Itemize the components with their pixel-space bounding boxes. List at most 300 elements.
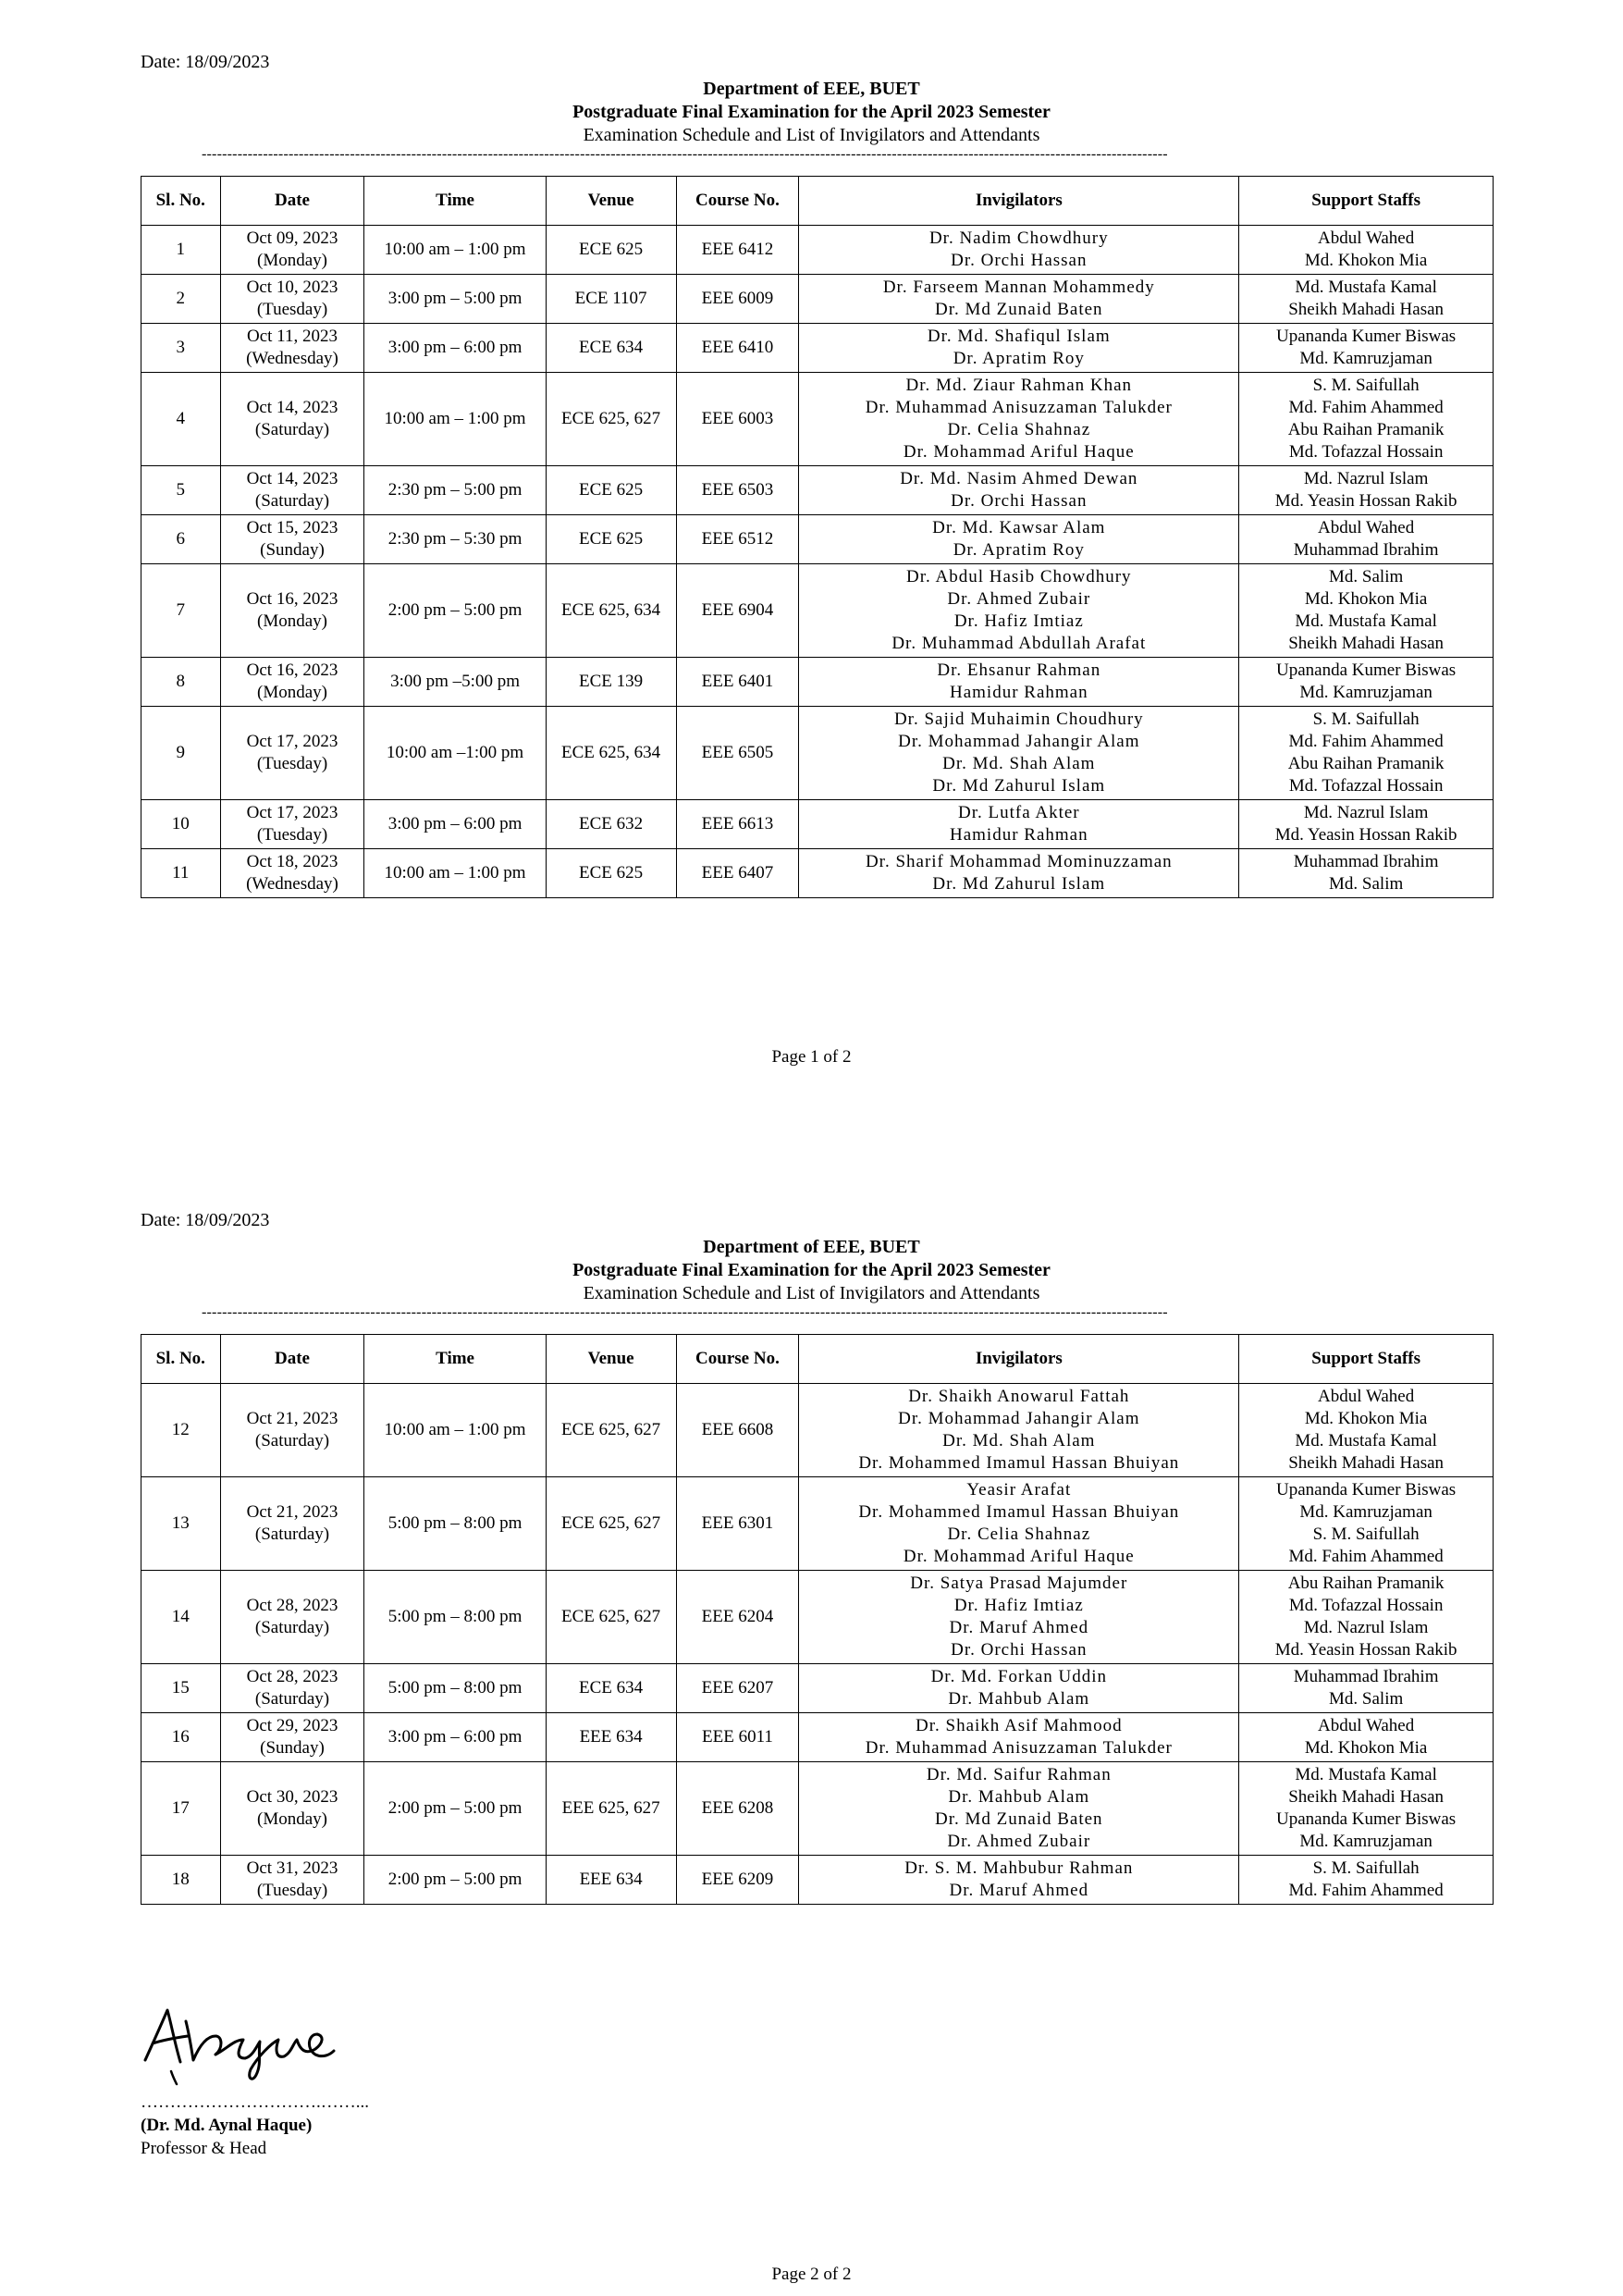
cell-support-staffs (1239, 466, 1494, 515)
cell-invigilators-line: Dr. Mohammad Ariful Haque (903, 1547, 1135, 1566)
cell-invigilators-line: Dr. Ehsanur Rahman (937, 660, 1101, 680)
cell-sl-no: 15 (141, 1664, 221, 1713)
col-header-sl: Sl. No. (141, 1335, 221, 1384)
schedule-subtitle: Examination Schedule and List of Invigilators and Attendants (583, 1283, 1040, 1303)
cell-date (220, 1571, 364, 1664)
cell-time: 10:00 am –1:00 pm (364, 707, 546, 800)
cell-support-staffs-line: Md. Khokon Mia (1304, 589, 1428, 609)
cell-invigilators (799, 226, 1239, 275)
cell-course-no: EEE 6904 (676, 564, 799, 658)
cell-date (220, 466, 364, 515)
cell-invigilators-line: Dr. Muhammad Anisuzzaman Talukder (865, 1738, 1173, 1758)
cell-date-line: Oct 09, 2023 (246, 228, 338, 248)
cell-support-staffs-line: Md. Nazrul Islam (1303, 803, 1429, 822)
cell-course-no: EEE 6209 (676, 1856, 799, 1905)
cell-date-line: (Saturday) (254, 420, 330, 439)
cell-invigilators-line: Dr. Lutfa Akter (958, 803, 1080, 822)
cell-sl-no: 9 (141, 707, 221, 800)
cell-invigilators-line: Dr. Nadim Chowdhury (928, 228, 1109, 248)
cell-date-line: Oct 16, 2023 (246, 660, 338, 680)
cell-invigilators-line: Dr. Hafiz Imtiaz (953, 1596, 1084, 1615)
cell-time: 5:00 pm – 8:00 pm (364, 1664, 546, 1713)
cell-time: 2:30 pm – 5:00 pm (364, 466, 546, 515)
cell-invigilators (799, 1762, 1239, 1856)
cell-support-staffs-line: Muhammad Ibrahim (1293, 540, 1439, 560)
cell-support-staffs-line: Md. Tofazzal Hossain (1288, 776, 1444, 796)
cell-invigilators-line: Dr. Orchi Hassan (951, 1640, 1088, 1660)
cell-time: 2:00 pm – 5:00 pm (364, 1856, 546, 1905)
cell-venue: ECE 625 (546, 226, 676, 275)
page-number: Page 1 of 2 (771, 1047, 852, 1067)
cell-sl-no: 11 (141, 849, 221, 898)
cell-support-staffs-line: Md. Mustafa Kamal (1295, 278, 1437, 297)
cell-support-staffs (1239, 564, 1494, 658)
cell-support-staffs-line: Md. Salim (1329, 874, 1404, 894)
cell-support-staffs-line: Sheikh Mahadi Hasan (1288, 1453, 1445, 1473)
cell-date-line: (Sunday) (260, 1738, 325, 1758)
cell-invigilators-line: Dr. Satya Prasad Majumder (910, 1574, 1128, 1593)
table-row (141, 1664, 1494, 1713)
cell-date-line: (Saturday) (254, 1689, 330, 1709)
cell-sl-no: 1 (141, 226, 221, 275)
cell-course-no: EEE 6011 (676, 1713, 799, 1762)
cell-course-no: EEE 6512 (676, 515, 799, 564)
cell-time: 10:00 am – 1:00 pm (364, 1384, 546, 1477)
cell-support-staffs-line: Sheikh Mahadi Hasan (1288, 634, 1445, 653)
cell-date-line: (Tuesday) (256, 300, 328, 319)
cell-date-line: (Monday) (257, 1809, 327, 1829)
cell-support-staffs-line: Md. Tofazzal Hossain (1288, 1596, 1444, 1615)
signatory-name: (Dr. Md. Aynal Haque) (141, 2116, 313, 2135)
cell-support-staffs (1239, 849, 1494, 898)
cell-invigilators-line: Dr. Apratim Roy (953, 349, 1085, 368)
cell-support-staffs-line: Md. Yeasin Hossan Rakib (1274, 825, 1457, 845)
cell-date (220, 658, 364, 707)
cell-date-line: Oct 31, 2023 (246, 1858, 338, 1878)
cell-invigilators-line: Dr. Mahbub Alam (948, 1787, 1090, 1807)
cell-invigilators-line: Dr. Mohammed Imamul Hassan Bhuiyan (858, 1502, 1180, 1522)
cell-time: 10:00 am – 1:00 pm (364, 373, 546, 466)
cell-support-staffs (1239, 324, 1494, 373)
cell-venue: ECE 632 (546, 800, 676, 849)
cell-support-staffs-line: Md. Kamruzjaman (1299, 1502, 1432, 1522)
cell-invigilators-line: Yeasir Arafat (966, 1480, 1072, 1500)
cell-sl-no: 12 (141, 1384, 221, 1477)
cell-course-no: EEE 6412 (676, 226, 799, 275)
cell-date-line: Oct 21, 2023 (246, 1409, 338, 1428)
cell-time: 10:00 am – 1:00 pm (364, 849, 546, 898)
cell-date-line: Oct 17, 2023 (246, 803, 338, 822)
cell-venue: EEE 634 (546, 1713, 676, 1762)
cell-support-staffs-line: Md. Mustafa Kamal (1295, 1765, 1437, 1784)
cell-course-no: EEE 6410 (676, 324, 799, 373)
cell-invigilators (799, 1664, 1239, 1713)
cell-sl-no: 6 (141, 515, 221, 564)
cell-support-staffs (1239, 658, 1494, 707)
cell-course-no: EEE 6401 (676, 658, 799, 707)
cell-venue: ECE 625, 627 (546, 1477, 676, 1571)
cell-invigilators-line: Dr. Mohammad Jahangir Alam (898, 732, 1140, 751)
cell-date (220, 324, 364, 373)
cell-support-staffs (1239, 800, 1494, 849)
cell-invigilators-line: Dr. Md. Forkan Uddin (930, 1667, 1108, 1686)
cell-support-staffs-line: Abu Raihan Pramanik (1287, 420, 1445, 439)
cell-invigilators (799, 707, 1239, 800)
col-header-support-staffs: Support Staffs (1239, 177, 1494, 226)
cell-invigilators-line: Dr. Mohammed Imamul Hassan Bhuiyan (858, 1453, 1180, 1473)
cell-date (220, 1762, 364, 1856)
cell-support-staffs-line: Md. Nazrul Islam (1303, 1618, 1429, 1637)
cell-support-staffs-line: Md. Yeasin Hossan Rakib (1274, 491, 1457, 511)
cell-invigilators-line: Dr. Md. Shah Alam (942, 754, 1096, 773)
cell-course-no: EEE 6608 (676, 1384, 799, 1477)
col-header-venue: Venue (546, 177, 676, 226)
cell-support-staffs-line: Md. Nazrul Islam (1303, 469, 1429, 488)
cell-date-line: (Wednesday) (246, 874, 338, 894)
cell-support-staffs-line: S. M. Saifullah (1312, 1524, 1420, 1544)
cell-date-line: (Tuesday) (256, 1881, 328, 1900)
cell-invigilators (799, 564, 1239, 658)
cell-support-staffs-line: Abu Raihan Pramanik (1287, 1574, 1445, 1593)
cell-time: 2:00 pm – 5:00 pm (364, 564, 546, 658)
cell-course-no: EEE 6613 (676, 800, 799, 849)
cell-support-staffs-line: Md. Salim (1329, 567, 1404, 586)
cell-date-line: (Sunday) (260, 540, 325, 560)
cell-support-staffs (1239, 1571, 1494, 1664)
cell-time: 3:00 pm – 5:00 pm (364, 275, 546, 324)
cell-course-no: EEE 6505 (676, 707, 799, 800)
cell-venue: ECE 625, 627 (546, 1571, 676, 1664)
cell-time: 3:00 pm –5:00 pm (364, 658, 546, 707)
cell-support-staffs-line: Md. Salim (1329, 1689, 1404, 1709)
schedule-subtitle: Examination Schedule and List of Invigilators and Attendants (583, 125, 1040, 145)
signatory-title: Professor & Head (141, 2139, 267, 2158)
table-row (141, 373, 1494, 466)
cell-sl-no: 8 (141, 658, 221, 707)
cell-support-staffs-line: Abdul Wahed (1318, 1387, 1415, 1406)
table-row (141, 275, 1494, 324)
cell-time: 3:00 pm – 6:00 pm (364, 1713, 546, 1762)
cell-course-no: EEE 6207 (676, 1664, 799, 1713)
cell-support-staffs (1239, 1856, 1494, 1905)
cell-invigilators-line: Hamidur Rahman (950, 683, 1088, 702)
cell-invigilators-line: Dr. Maruf Ahmed (949, 1881, 1089, 1900)
cell-date-line: (Monday) (257, 683, 327, 702)
cell-date (220, 564, 364, 658)
col-header-venue: Venue (546, 1335, 676, 1384)
cell-support-staffs-line: Md. Mustafa Kamal (1295, 1431, 1437, 1450)
table-row (141, 1856, 1494, 1905)
table-body (141, 1384, 1494, 1905)
table-row (141, 707, 1494, 800)
cell-date-line: Oct 16, 2023 (246, 589, 338, 609)
cell-support-staffs-line: Upananda Kumer Biswas (1276, 660, 1457, 680)
cell-invigilators-line: Dr. Hafiz Imtiaz (953, 611, 1084, 631)
col-header-date: Date (220, 177, 364, 226)
cell-course-no: EEE 6407 (676, 849, 799, 898)
col-header-course: Course No. (676, 177, 799, 226)
cell-invigilators (799, 1856, 1239, 1905)
cell-date-line: (Saturday) (254, 1524, 330, 1544)
cell-support-staffs (1239, 1762, 1494, 1856)
cell-date-line: Oct 30, 2023 (246, 1787, 338, 1807)
cell-invigilators (799, 1477, 1239, 1571)
cell-support-staffs-line: Sheikh Mahadi Hasan (1288, 1787, 1445, 1807)
cell-date (220, 1856, 364, 1905)
cell-invigilators-line: Dr. Md Zunaid Baten (935, 1809, 1103, 1829)
cell-support-staffs-line: Md. Tofazzal Hossain (1288, 442, 1444, 462)
cell-invigilators-line: Dr. Md. Nasim Ahmed Dewan (900, 469, 1138, 488)
cell-invigilators-line: Dr. Muhammad Abdullah Arafat (891, 634, 1147, 653)
table-row (141, 800, 1494, 849)
cell-invigilators (799, 1571, 1239, 1664)
schedule-table-page-1 (141, 176, 1494, 898)
cell-support-staffs (1239, 1713, 1494, 1762)
table-row (141, 849, 1494, 898)
document-date: Date: 18/09/2023 (141, 1210, 270, 1230)
cell-support-staffs-line: Md. Fahim Ahammed (1288, 732, 1444, 751)
cell-time: 2:00 pm – 5:00 pm (364, 1762, 546, 1856)
cell-invigilators-line: Dr. Ahmed Zubair (947, 589, 1091, 609)
cell-invigilators (799, 800, 1239, 849)
cell-invigilators-line: Dr. Mohammad Jahangir Alam (898, 1409, 1140, 1428)
cell-invigilators-line: Dr. Mohammad Ariful Haque (903, 442, 1135, 462)
cell-date-line: Oct 29, 2023 (246, 1716, 338, 1735)
cell-date-line: Oct 14, 2023 (246, 398, 338, 417)
cell-invigilators-line: Dr. Maruf Ahmed (949, 1618, 1089, 1637)
handwritten-signature (134, 2003, 338, 2091)
cell-date-line: (Wednesday) (246, 349, 338, 368)
page-1 (0, 0, 1623, 1147)
cell-date-line: Oct 18, 2023 (246, 852, 338, 871)
cell-sl-no: 3 (141, 324, 221, 373)
cell-support-staffs-line: Md. Fahim Ahammed (1288, 1547, 1444, 1566)
cell-date-line: Oct 28, 2023 (246, 1667, 338, 1686)
cell-date (220, 1664, 364, 1713)
cell-venue: ECE 625, 634 (546, 564, 676, 658)
cell-invigilators-line: Dr. Ahmed Zubair (947, 1832, 1091, 1851)
cell-support-staffs-line: Md. Yeasin Hossan Rakib (1274, 1640, 1457, 1660)
cell-time: 2:30 pm – 5:30 pm (364, 515, 546, 564)
cell-invigilators (799, 1713, 1239, 1762)
table-row (141, 658, 1494, 707)
cell-invigilators (799, 515, 1239, 564)
cell-date (220, 1477, 364, 1571)
cell-date-line: Oct 14, 2023 (246, 469, 338, 488)
cell-sl-no: 17 (141, 1762, 221, 1856)
cell-invigilators-line: Dr. Muhammad Anisuzzaman Talukder (865, 398, 1173, 417)
document-header (0, 1236, 1623, 1305)
page-number: Page 2 of 2 (771, 2265, 852, 2284)
table-body (141, 226, 1494, 898)
table-row (141, 1384, 1494, 1477)
cell-venue: ECE 634 (546, 1664, 676, 1713)
cell-support-staffs-line: S. M. Saifullah (1312, 1858, 1420, 1878)
col-header-invigilators: Invigilators (799, 177, 1239, 226)
cell-invigilators-line: Dr. Md. Shafiqul Islam (927, 327, 1111, 346)
cell-support-staffs-line: Md. Mustafa Kamal (1295, 611, 1437, 631)
table-row (141, 466, 1494, 515)
cell-date-line: (Tuesday) (256, 754, 328, 773)
exam-title: Postgraduate Final Examination for the April 2023 Semester (572, 1260, 1051, 1280)
cell-venue: ECE 625, 627 (546, 1384, 676, 1477)
cell-date-line: (Monday) (257, 251, 327, 270)
cell-support-staffs-line: Upananda Kumer Biswas (1276, 1809, 1457, 1829)
cell-support-staffs (1239, 515, 1494, 564)
col-header-course: Course No. (676, 1335, 799, 1384)
cell-invigilators-line: Dr. Md. Kawsar Alam (932, 518, 1106, 537)
schedule-table-page-2 (141, 1334, 1494, 1905)
cell-invigilators (799, 275, 1239, 324)
cell-date (220, 226, 364, 275)
cell-support-staffs-line: Muhammad Ibrahim (1293, 852, 1439, 871)
cell-support-staffs-line: Abdul Wahed (1318, 518, 1415, 537)
cell-date-line: Oct 10, 2023 (246, 278, 338, 297)
exam-title: Postgraduate Final Examination for the April 2023 Semester (572, 102, 1051, 122)
cell-invigilators-line: Dr. Sajid Muhaimin Choudhury (893, 710, 1144, 729)
cell-invigilators (799, 373, 1239, 466)
cell-invigilators-line: Dr. S. M. Mahbubur Rahman (904, 1858, 1134, 1878)
cell-date (220, 373, 364, 466)
cell-invigilators (799, 849, 1239, 898)
cell-date-line: Oct 21, 2023 (246, 1502, 338, 1522)
cell-venue: EEE 625, 627 (546, 1762, 676, 1856)
cell-invigilators-line: Dr. Sharif Mohammad Mominuzzaman (865, 852, 1173, 871)
cell-date-line: (Tuesday) (256, 825, 328, 845)
cell-support-staffs (1239, 1384, 1494, 1477)
cell-invigilators-line: Dr. Md. Ziaur Rahman Khan (905, 376, 1133, 395)
cell-date-line: Oct 28, 2023 (246, 1596, 338, 1615)
cell-invigilators-line: Dr. Orchi Hassan (951, 251, 1088, 270)
cell-date-line: (Saturday) (254, 491, 330, 511)
cell-support-staffs-line: Abdul Wahed (1318, 228, 1415, 248)
cell-support-staffs (1239, 707, 1494, 800)
cell-date-line: Oct 15, 2023 (246, 518, 338, 537)
header-divider: --------------------------------------------------------------------------------------------------------------------------------------------------------------------------------------------- (202, 1306, 1168, 1319)
cell-date (220, 275, 364, 324)
cell-venue: ECE 625 (546, 466, 676, 515)
cell-invigilators (799, 1384, 1239, 1477)
cell-date (220, 515, 364, 564)
col-header-date: Date (220, 1335, 364, 1384)
cell-venue: ECE 625, 627 (546, 373, 676, 466)
cell-support-staffs-line: Sheikh Mahadi Hasan (1288, 300, 1445, 319)
col-header-time: Time (364, 1335, 546, 1384)
cell-venue: ECE 634 (546, 324, 676, 373)
table-row (141, 1713, 1494, 1762)
table-header-row (141, 177, 1494, 226)
cell-venue: ECE 139 (546, 658, 676, 707)
cell-course-no: EEE 6503 (676, 466, 799, 515)
document-date: Date: 18/09/2023 (141, 52, 270, 72)
cell-date-line: (Monday) (257, 611, 327, 631)
cell-invigilators-line: Dr. Shaikh Asif Mahmood (916, 1716, 1123, 1735)
cell-invigilators (799, 324, 1239, 373)
cell-sl-no: 10 (141, 800, 221, 849)
cell-time: 5:00 pm – 8:00 pm (364, 1571, 546, 1664)
cell-venue: EEE 634 (546, 1856, 676, 1905)
cell-support-staffs-line: Md. Khokon Mia (1304, 1409, 1428, 1428)
cell-date-line: (Saturday) (254, 1431, 330, 1450)
cell-course-no: EEE 6003 (676, 373, 799, 466)
cell-sl-no: 18 (141, 1856, 221, 1905)
cell-date (220, 800, 364, 849)
cell-date (220, 707, 364, 800)
cell-invigilators-line: Dr. Md Zunaid Baten (935, 300, 1103, 319)
table-row (141, 515, 1494, 564)
cell-invigilators-line: Dr. Abdul Hasib Chowdhury (906, 567, 1132, 586)
table-row (141, 1762, 1494, 1856)
cell-invigilators (799, 466, 1239, 515)
cell-venue: ECE 625 (546, 515, 676, 564)
cell-support-staffs-line: Md. Kamruzjaman (1299, 683, 1432, 702)
cell-support-staffs-line: Md. Fahim Ahammed (1288, 1881, 1444, 1900)
cell-support-staffs-line: Upananda Kumer Biswas (1276, 1480, 1457, 1500)
col-header-support-staffs: Support Staffs (1239, 1335, 1494, 1384)
cell-invigilators-line: Dr. Md Zahurul Islam (932, 874, 1106, 894)
signature-line: ………………………….……... (141, 2092, 369, 2112)
cell-invigilators-line: Dr. Farseem Mannan Mohammedy (882, 278, 1155, 297)
cell-support-staffs (1239, 1664, 1494, 1713)
cell-course-no: EEE 6208 (676, 1762, 799, 1856)
table-row (141, 1571, 1494, 1664)
cell-date-line: Oct 17, 2023 (246, 732, 338, 751)
cell-support-staffs-line: S. M. Saifullah (1312, 376, 1420, 395)
table-header-row (141, 1335, 1494, 1384)
cell-date-line: (Saturday) (254, 1618, 330, 1637)
cell-support-staffs-line: Abdul Wahed (1318, 1716, 1415, 1735)
cell-invigilators (799, 658, 1239, 707)
cell-venue: ECE 625, 634 (546, 707, 676, 800)
cell-support-staffs-line: Upananda Kumer Biswas (1276, 327, 1457, 346)
cell-support-staffs-line: Md. Kamruzjaman (1299, 1832, 1432, 1851)
department-title: Department of EEE, BUET (703, 1237, 920, 1257)
cell-sl-no: 4 (141, 373, 221, 466)
cell-time: 3:00 pm – 6:00 pm (364, 324, 546, 373)
cell-date-line: Oct 11, 2023 (247, 327, 338, 346)
cell-date (220, 849, 364, 898)
cell-sl-no: 5 (141, 466, 221, 515)
cell-venue: ECE 1107 (546, 275, 676, 324)
col-header-time: Time (364, 177, 546, 226)
cell-invigilators-line: Dr. Apratim Roy (953, 540, 1085, 560)
cell-course-no: EEE 6301 (676, 1477, 799, 1571)
cell-invigilators-line: Dr. Shaikh Anowarul Fattah (908, 1387, 1130, 1406)
cell-sl-no: 14 (141, 1571, 221, 1664)
cell-invigilators-line: Dr. Md. Saifur Rahman (926, 1765, 1112, 1784)
cell-time: 3:00 pm – 6:00 pm (364, 800, 546, 849)
cell-support-staffs-line: S. M. Saifullah (1312, 710, 1420, 729)
cell-support-staffs (1239, 373, 1494, 466)
cell-sl-no: 16 (141, 1713, 221, 1762)
cell-date (220, 1384, 364, 1477)
cell-invigilators-line: Dr. Md. Shah Alam (942, 1431, 1096, 1450)
cell-support-staffs-line: Md. Kamruzjaman (1299, 349, 1432, 368)
header-divider: --------------------------------------------------------------------------------------------------------------------------------------------------------------------------------------------- (202, 148, 1168, 161)
cell-time: 10:00 am – 1:00 pm (364, 226, 546, 275)
cell-sl-no: 7 (141, 564, 221, 658)
cell-invigilators-line: Dr. Celia Shahnaz (947, 1524, 1091, 1544)
table-row (141, 324, 1494, 373)
cell-support-staffs-line: Md. Khokon Mia (1304, 251, 1428, 270)
table-row (141, 564, 1494, 658)
cell-date (220, 1713, 364, 1762)
cell-invigilators-line: Dr. Orchi Hassan (951, 491, 1088, 511)
table-row (141, 226, 1494, 275)
document-header (0, 78, 1623, 147)
cell-support-staffs (1239, 275, 1494, 324)
cell-sl-no: 2 (141, 275, 221, 324)
